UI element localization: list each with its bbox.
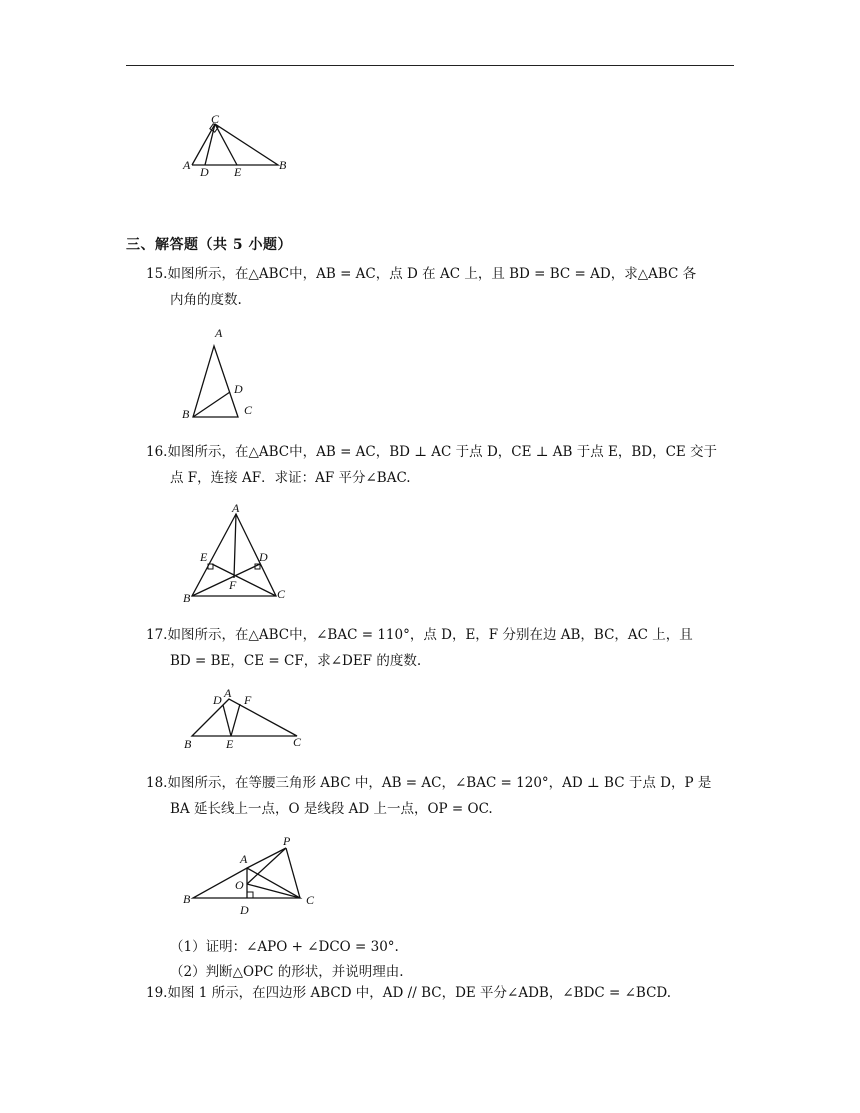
label-B: B xyxy=(279,158,287,172)
label-D: D xyxy=(234,382,243,396)
label-E: E xyxy=(226,737,234,751)
header-rule xyxy=(126,65,734,66)
label-P: P xyxy=(283,834,291,848)
problem-text-line1: 如图所示，在△ABC中，∠BAC = 110°，点 D，E，F 分别在边 AB，BC，AC 上，且 xyxy=(167,627,693,643)
label-A: A xyxy=(224,686,232,700)
segment-DE xyxy=(223,705,231,736)
problem-19 xyxy=(146,980,734,1006)
label-B: B xyxy=(182,407,190,421)
label-O: O xyxy=(235,878,244,892)
problem-16 xyxy=(146,439,734,491)
problem-text-line2: 点 F，连接 AF．求证：AF 平分∠BAC. xyxy=(170,470,411,486)
problem-text-line1: 如图所示，在△ABC中，AB = AC，点 D 在 AC 上，且 BD = BC = AD，求△ABC 各 xyxy=(167,266,697,282)
label-F: F xyxy=(244,693,252,707)
segment-CE xyxy=(212,564,276,596)
problem-text-line2: BA 延长线上一点，O 是线段 AD 上一点，OP = OC. xyxy=(170,801,493,817)
triangle-ABC xyxy=(193,346,238,417)
label-C: C xyxy=(306,893,315,907)
problem-number: 17. xyxy=(146,627,168,643)
problem-text-line2: 内角的度数. xyxy=(170,292,242,308)
label-A: A xyxy=(240,852,248,866)
problem-15 xyxy=(146,261,734,313)
figure-18 xyxy=(180,832,320,922)
problem-text-line1: 如图 1 所示，在四边形 ABCD 中，AD // BC，DE 平分∠ADB，∠BDC = ∠BCD. xyxy=(167,985,672,1001)
problem-18 xyxy=(146,770,734,822)
figure-top-triangle xyxy=(180,112,290,182)
triangle-ABC xyxy=(192,124,278,165)
label-D: D xyxy=(259,550,268,564)
section-title: 三、解答题（共 5 小题） xyxy=(126,237,292,253)
label-C: C xyxy=(211,112,220,126)
problem-17 xyxy=(146,622,734,674)
segment-AF xyxy=(234,514,236,578)
figure-16 xyxy=(180,500,290,605)
segment-PC xyxy=(286,848,300,898)
label-A: A xyxy=(183,158,191,172)
problem-number: 15. xyxy=(146,266,168,282)
problem-number: 19. xyxy=(146,985,168,1001)
right-angle-mark-D xyxy=(247,892,253,898)
problem-number: 18. xyxy=(146,775,168,791)
label-B: B xyxy=(183,892,191,906)
label-B: B xyxy=(184,737,192,751)
segment-CE xyxy=(215,124,237,165)
sub-question-1: （1）证明：∠APO + ∠DCO = 30°. xyxy=(170,939,399,955)
segment-BD xyxy=(192,564,260,596)
sub-question-2: （2）判断△OPC 的形状，并说明理由. xyxy=(170,964,404,980)
segment-OC xyxy=(247,884,300,898)
problem-text-line1: 如图所示，在△ABC中，AB = AC，BD ⊥ AC 于点 D，CE ⊥ AB 于点 E，BD，CE 交于 xyxy=(167,444,718,460)
segment-EF xyxy=(231,704,240,736)
segment-BD xyxy=(193,392,230,417)
label-C: C xyxy=(293,735,302,749)
label-C: C xyxy=(277,587,286,601)
problem-text-line2: BD = BE，CE = CF，求∠DEF 的度数. xyxy=(170,653,422,669)
problem-number: 16. xyxy=(146,444,168,460)
label-D: D xyxy=(200,165,209,179)
label-D: D xyxy=(240,903,249,917)
label-E: E xyxy=(200,550,208,564)
label-A: A xyxy=(215,326,223,340)
label-E: E xyxy=(234,165,242,179)
label-A: A xyxy=(232,501,240,515)
segment-CD xyxy=(205,124,215,165)
segment-AP-extension xyxy=(247,848,286,868)
label-F: F xyxy=(229,578,237,592)
problem-text-line1: 如图所示，在等腰三角形 ABC 中，AB = AC，∠BAC = 120°，AD ⊥ BC 于点 D，P 是 xyxy=(167,775,712,791)
label-B: B xyxy=(183,591,191,605)
figure-17 xyxy=(180,684,310,754)
label-D: D xyxy=(213,693,222,707)
label-C: C xyxy=(244,403,253,417)
figure-15 xyxy=(180,324,260,424)
